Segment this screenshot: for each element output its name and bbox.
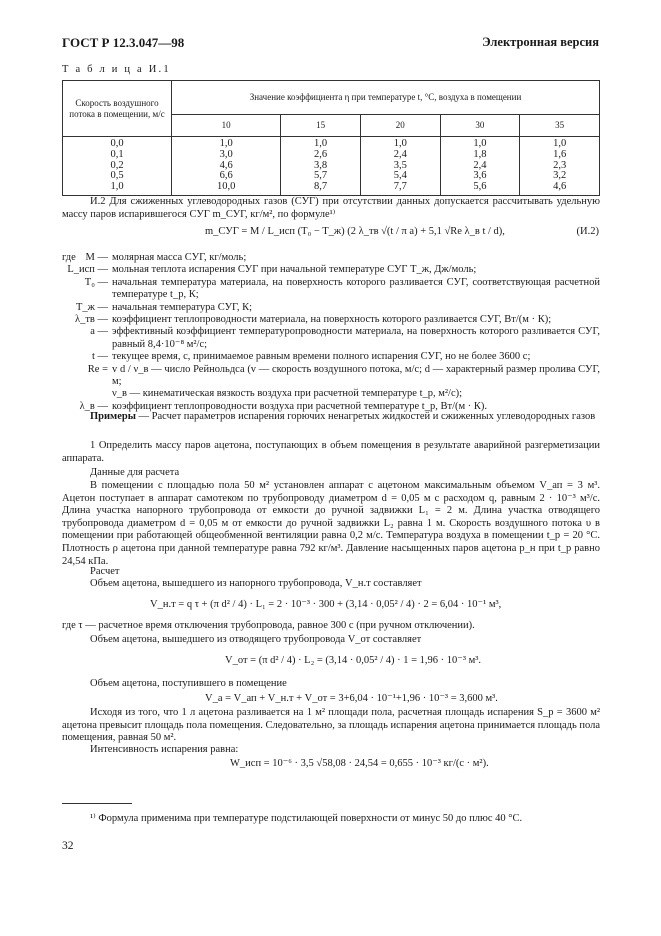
definition-text: v d / ν_в — число Рейнольдса (v — скорость воздушного потока, м/с; d — характерный размер пролива СУГ, м; <box>112 363 600 388</box>
input-data-text: В помещении с площадью пола 50 м² установлен аппарат с ацетоном максимальным объемом V_ап = 3 м³. Ацетон поступает в аппарат самотеком по трубопроводу диаметром d = 0,05 м с расходом q, равным 2 · 10⁻³ м³/с. Длина участка напорного трубопровода от емкости до ручной задвижки L₁ = 2 м. Длина участка отводящего трубопровода диаметром d = 0,05 м от емкости до ручной задвижки L₂ равна 1 м. Скорость воздушного потока υ в помещении при работающей общеобменной вентиляции равна 0,2 м/с. Температура воздуха в помещении t_р = 20 °С. Плотность ρ ацетона при данной температуре равна 792 кг/м³. Давление насыщенных паров ацетона p_н при t_р равно 24,54 кПа. <box>62 480 600 567</box>
definition-symbol: T₀ — <box>84 276 108 288</box>
definition-text: начальная температура материала, на поверхность которого разливается СУГ, соответствующая расчетной температуре t_р, К; <box>112 276 600 301</box>
page-number: 32 <box>62 840 74 852</box>
formula-wisp: W_исп = 10⁻⁶ · 3,5 √58,08 · 24,54 = 0,655 · 10⁻³ кг/(с · м²). <box>230 758 489 769</box>
definition-symbol: T_ж — <box>75 301 108 313</box>
temp-header: 20 <box>360 115 440 137</box>
definition-item <box>62 388 600 400</box>
vot-intro: Объем ацетона, вышедшего из отводящего трубопровода V_от составляет <box>90 634 422 645</box>
definition-symbol: Re = <box>87 363 108 375</box>
definition-text: мольная теплота испарения СУГ при начальной температуре СУГ T_ж, Дж/моль; <box>112 264 477 276</box>
input-data-title: Данные для расчета <box>90 467 180 478</box>
definition-item <box>62 277 600 302</box>
definition-text: начальная температура СУГ, К; <box>112 301 253 313</box>
tau-note: где τ — расчетное время отключения трубопровода, равное 300 с (при ручном отключении). <box>62 620 475 631</box>
definition-text: эффективный коэффициент температуропроводности материала, на поверхность которого разливается СУГ, равный 8,4·10⁻⁸ м²/с; <box>112 326 600 350</box>
formula-fraction: M / L_исп <box>249 226 296 237</box>
temp-header: 30 <box>440 115 520 137</box>
formula-vnt: V_н.т = q τ + (π d² / 4) · L₁ = 2 · 10⁻³ · 300 + (3,14 · 0,05² / 4) · 2 = 6,04 · 10⁻¹ м³, <box>150 599 502 610</box>
temp-header: 15 <box>281 115 361 137</box>
definition-text: коэффициент теплопроводности воздуха при расчетной температуре t_р, Вт/(м · К). <box>112 400 488 412</box>
coeff-values: 1,0 1,8 2,4 3,6 5,6 <box>440 137 520 196</box>
vnt-intro: Объем ацетона, вышедшего из напорного трубопровода, V_н.т составляет <box>90 578 422 589</box>
definition-text: ν_в — кинематическая вязкость воздуха при расчетной температуре t_р, м²/с); <box>112 388 463 400</box>
coeff-values: 1,0 3,0 4,6 6,6 10,0 <box>172 137 281 196</box>
coeff-values: 1,0 2,4 3,5 5,4 7,7 <box>360 137 440 196</box>
definition-symbol: L_исп — <box>67 264 108 276</box>
examples-text: — Расчет параметров испарения горючих ненагретых жидкостей и сжиженных углеводородных газов <box>135 411 596 422</box>
definition-item <box>62 314 600 326</box>
definition-item <box>62 364 600 389</box>
definition-symbol: a — <box>90 326 108 338</box>
formula-lhs: m_СУГ = <box>205 226 248 237</box>
formula-bracket: (2 λ_тв √(t / π a) + 5,1 √Re λ_в t / d), <box>347 226 505 237</box>
footnote-divider <box>62 803 132 804</box>
definition-symbol: t — <box>91 351 108 363</box>
definition-item <box>62 264 600 276</box>
definition-symbol: λ_в — <box>79 400 108 412</box>
table-values-row <box>63 137 600 196</box>
paragraph-i2: И.2 Для сжиженных углеводородных газов (СУГ) при отсутствии данных допускается рассчитывать удельную массу паров испарившегося СУГ m_СУГ, кг/м², по формуле¹⁾ <box>62 196 600 220</box>
formula-i2 <box>205 226 505 237</box>
formula-vot: V_от = (π d² / 4) · L₂ = (3,14 · 0,05² / 4) · 1 = 1,96 · 10⁻³ м³. <box>225 655 482 666</box>
definition-text: коэффициент теплопроводности материала, на поверхность которого разливается СУГ, Вт/(м · К); <box>112 314 552 326</box>
speed-header: Скорость воздушного потока в помещении, м/с <box>63 81 172 137</box>
area-paragraph: Исходя из того, что 1 л ацетона разливается на 1 м² площади пола, расчетная площадь испарения S_р = 3600 м² ацетона превысит площадь пола помещения. Следовательно, за площадь испарения ацетона принимается площадь пола помещения, равная 50 м². <box>62 707 600 744</box>
definition-item <box>62 351 600 363</box>
definition-symbol <box>62 388 112 400</box>
definition-symbol: λ_тв — <box>74 314 108 326</box>
examples-paragraph <box>62 411 600 424</box>
coeff-group-header: Значение коэффициента η при температуре t, °С, воздуха в помещении <box>172 81 600 115</box>
definition-item <box>62 302 600 314</box>
speed-values: 0,0 0,1 0,2 0,5 1,0 <box>63 137 172 196</box>
definitions-list <box>62 252 600 413</box>
va-intro: Объем ацетона, поступившего в помещение <box>90 678 287 689</box>
definition-item <box>62 326 600 351</box>
coeff-values: 1,0 1,6 2,3 3,2 4,6 <box>520 137 600 196</box>
temp-header: 10 <box>172 115 281 137</box>
definition-symbol: M — <box>85 252 108 263</box>
coefficient-table <box>62 80 600 196</box>
formula-mid: (T₀ − T_ж) <box>297 226 345 237</box>
example-1-task: 1 Определить массу паров ацетона, поступающих в объем помещения в результате аварийной разгерметизации аппарата. <box>62 440 600 464</box>
doc-id: ГОСТ Р 12.3.047—98 <box>62 35 185 50</box>
footnote: ¹⁾ Формула применима при температуре подстилающей поверхности от минус 50 до плюс 40 °С. <box>90 813 523 824</box>
temp-header: 35 <box>520 115 600 137</box>
coeff-values: 1,0 2,6 3,8 5,7 8,7 <box>281 137 361 196</box>
where-word: где <box>62 252 76 263</box>
calc-title: Расчет <box>90 566 120 577</box>
edition-label: Электронная версия <box>482 35 599 49</box>
definition-text: молярная масса СУГ, кг/моль; <box>112 252 247 263</box>
intensity-intro: Интенсивность испарения равна: <box>90 744 239 755</box>
formula-label: (И.2) <box>576 226 599 237</box>
examples-title: Примеры <box>90 411 136 422</box>
definition-text: текущее время, с, принимаемое равным времени полного испарения СУГ, но не более 3600 с; <box>112 351 531 363</box>
definition-item <box>62 252 600 264</box>
formula-va: V_а = V_ап + V_н.т + V_от = 3+6,04 · 10⁻¹+1,96 · 10⁻³ = 3,600 м³. <box>205 693 498 704</box>
table-caption: Т а б л и ц а И.1 <box>62 64 171 75</box>
